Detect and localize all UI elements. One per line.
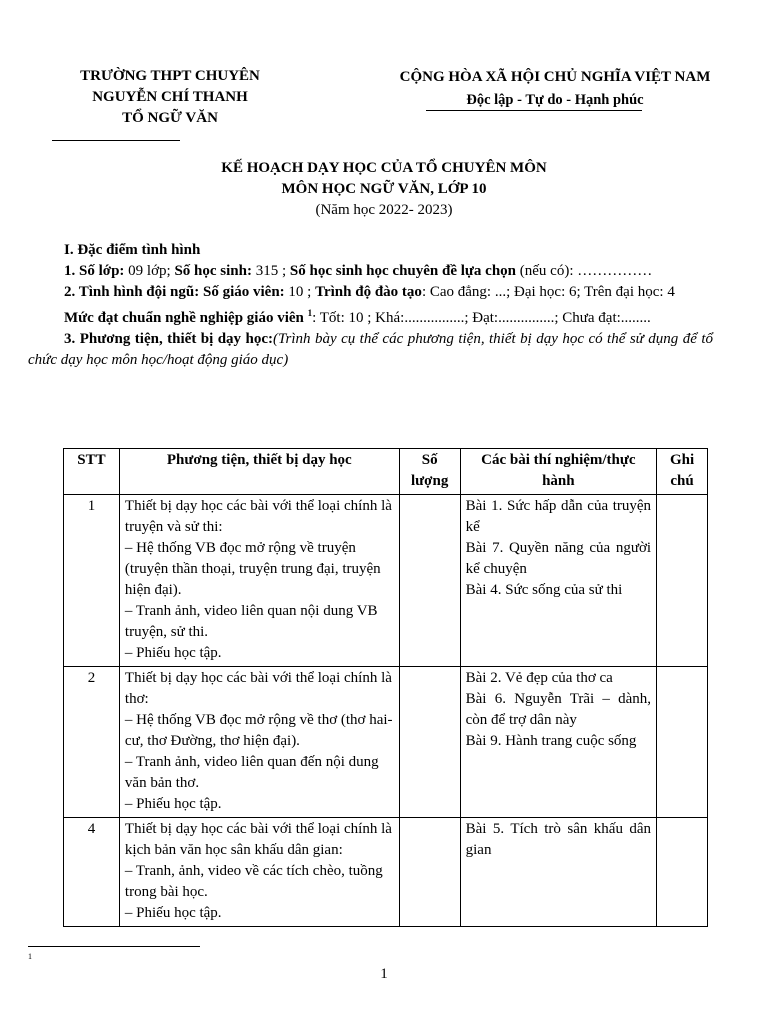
- row-stt: 4: [64, 818, 120, 927]
- title-line1: KẾ HOẠCH DẠY HỌC CỦA TỔ CHUYÊN MÔN: [221, 160, 547, 176]
- experiment-line: Bài 1. Sức hấp dẫn của truyện kể: [465, 498, 652, 535]
- header-note: Ghi chú: [657, 449, 708, 495]
- teacher-count-value: 10 ;: [284, 284, 316, 300]
- row-equipment: [119, 667, 399, 818]
- equipment-instruction: (Trình bày cụ thể các phương tiện, thiết bị dạy học có thể sử dụng để tổ chức dạy học môn học/hoạt động giáo dục): [28, 331, 713, 368]
- equipment-line: – Tranh ảnh, video liên quan nội dung VB truyện, sử thi.: [124, 603, 378, 640]
- experiment-line: Bài 2. Vẻ đẹp của thơ ca: [465, 670, 613, 686]
- header-equipment: Phương tiện, thiết bị dạy học: [119, 449, 399, 495]
- page-number: 1: [380, 966, 388, 982]
- training-level-value: : Cao đẳng: ...; Đại học: 6; Trên đại học: 4: [421, 284, 675, 300]
- school-header: [20, 66, 320, 129]
- training-level-label: Trình độ đào tạo: [315, 284, 422, 300]
- header-experiments: Các bài thí nghiệm/thực hành: [460, 449, 656, 495]
- class-count-label: 1. Số lớp:: [64, 263, 125, 279]
- row-quantity: [399, 667, 460, 818]
- row-quantity: [399, 495, 460, 667]
- national-title: CỘNG HÒA XÃ HỘI CHỦ NGHĨA VIỆT NAM: [399, 69, 711, 85]
- equipment-line: – Phiếu học tập.: [124, 905, 222, 921]
- experiment-line: Bài 4. Sức sống của sử thi: [465, 582, 623, 598]
- row-stt: 1: [64, 495, 120, 667]
- row-stt: 2: [64, 667, 120, 818]
- footnote-ref: 1: [307, 308, 313, 318]
- department-name: TỔ NGỮ VĂN: [122, 110, 218, 126]
- experiment-line: Bài 7. Quyền năng của người kể chuyện: [465, 540, 652, 577]
- row-experiments: [460, 495, 656, 667]
- header-quantity: Số lượng: [399, 449, 460, 495]
- staff-paragraph: [28, 282, 713, 303]
- national-header: [370, 66, 740, 112]
- class-info-paragraph: [28, 261, 713, 282]
- school-header-underline: [52, 140, 180, 141]
- school-name-line2: NGUYỄN CHÍ THANH: [92, 89, 248, 105]
- standard-label: Mức đạt chuẩn nghề nghiệp giáo viên: [64, 310, 308, 326]
- motto-underline: [426, 110, 642, 111]
- student-count-label: Số học sinh:: [174, 263, 252, 279]
- document-title: [0, 158, 768, 221]
- elective-students-value: (nếu có): ……………: [516, 263, 653, 279]
- equipment-line: Thiết bị dạy học các bài với thể loại chính là kịch bản văn học sân khấu dân gian:: [124, 821, 392, 858]
- row-equipment: [119, 818, 399, 927]
- school-year: (Năm học 2022- 2023): [315, 202, 453, 218]
- footnote-marker: 1: [28, 952, 32, 961]
- teacher-count-label: Số giáo viên:: [199, 284, 285, 300]
- row-note: [657, 495, 708, 667]
- equipment-line: – Hệ thống VB đọc mở rộng về truyện (truyện thần thoại, truyện trung đại, truyện hiện đại).: [124, 540, 381, 598]
- section-heading: I. Đặc điểm tình hình: [64, 242, 201, 258]
- equipment-line: – Tranh, ảnh, video về các tích chèo, tuồng trong bài học.: [124, 863, 383, 900]
- equipment-line: Thiết bị dạy học các bài với thể loại chính là truyện và sử thi:: [124, 498, 392, 535]
- row-note: [657, 818, 708, 927]
- table-row: [64, 495, 708, 667]
- standard-paragraph: [28, 303, 713, 329]
- national-motto: Độc lập - Tự do - Hạnh phúc: [466, 92, 644, 108]
- table-row: [64, 667, 708, 818]
- header-stt: STT: [64, 449, 120, 495]
- equipment-label: 3. Phương tiện, thiết bị dạy học:: [64, 331, 273, 347]
- equipment-line: – Phiếu học tập.: [124, 645, 222, 661]
- school-name-line1: TRƯỜNG THPT CHUYÊN: [80, 68, 260, 84]
- footnote-separator: [28, 946, 200, 947]
- experiment-line: Bài 6. Nguyễn Trãi – dành, còn để trợ dân này: [465, 691, 652, 728]
- equipment-line: – Hệ thống VB đọc mở rộng về thơ (thơ hai-cư, thơ Đường, thơ hiện đại).: [124, 712, 393, 749]
- standard-values: : Tốt: 10 ; Khá:................; Đạt:...............; Chưa đạt:........: [312, 310, 651, 326]
- class-count-value: 09 lớp;: [124, 263, 175, 279]
- equipment-paragraph: [28, 329, 713, 371]
- equipment-line: Thiết bị dạy học các bài với thể loại chính là thơ:: [124, 670, 392, 707]
- row-note: [657, 667, 708, 818]
- student-count-value: 315 ;: [251, 263, 290, 279]
- elective-students-label: Số học sinh học chuyên đề lựa chọn: [289, 263, 517, 279]
- staff-label: 2. Tình hình đội ngũ:: [64, 284, 200, 300]
- situation-section: [28, 240, 713, 371]
- equipment-table: [63, 448, 708, 927]
- row-equipment: [119, 495, 399, 667]
- equipment-line: – Tranh ảnh, video liên quan đến nội dung văn bản thơ.: [124, 754, 379, 791]
- title-line2: MÔN HỌC NGỮ VĂN, LỚP 10: [281, 181, 487, 197]
- experiment-line: Bài 5. Tích trò sân khấu dân gian: [465, 821, 652, 858]
- table-header-row: [64, 449, 708, 495]
- row-experiments: [460, 818, 656, 927]
- row-quantity: [399, 818, 460, 927]
- experiment-line: Bài 9. Hành trang cuộc sống: [465, 733, 637, 749]
- row-experiments: [460, 667, 656, 818]
- equipment-line: – Phiếu học tập.: [124, 796, 222, 812]
- table-row: [64, 818, 708, 927]
